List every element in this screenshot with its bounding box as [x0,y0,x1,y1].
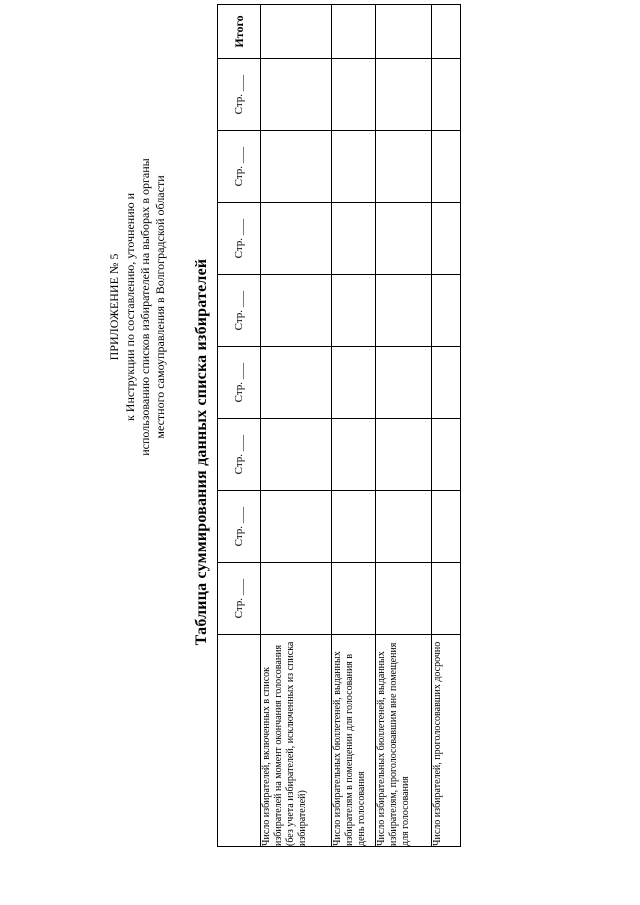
table-cell [332,563,376,635]
table-cell [432,59,461,131]
row-label: Число избирателей, включенных в список избирателей на момент окончания голосования (без учета избирателей, исключенных из списка избирателей) [261,635,332,847]
appendix-line: к Инструкции по составлению, уточнению и [123,192,137,422]
table-cell [332,491,376,563]
header-cell-page: Стр. ___ [218,347,261,419]
table-cell [432,491,461,563]
header-cell-page: Стр. ___ [218,275,261,347]
table-cell [261,59,332,131]
table-cell [376,131,432,203]
table-row [376,5,432,847]
header-cell-empty [218,635,261,847]
table-cell [432,347,461,419]
table-cell [261,563,332,635]
header-cell-page: Стр. ___ [218,491,261,563]
table-cell [261,203,332,275]
table-row [432,5,461,847]
header-cell-page: Стр. ___ [218,419,261,491]
header-cell-page: Стр. ___ [218,131,261,203]
table-cell [332,203,376,275]
table-cell [332,131,376,203]
table-title: Таблица суммирования данных списка избирателей [193,258,210,646]
summation-table [217,4,461,847]
table-cell [376,347,432,419]
table-cell [261,419,332,491]
appendix-line: использованию списков избирателей на выборах в органы [138,158,152,456]
table-cell [432,419,461,491]
table-cell [376,563,432,635]
table-cell [332,59,376,131]
table-cell [332,275,376,347]
table-cell [432,203,461,275]
appendix-number: ПРИЛОЖЕНИЕ № 5 [107,253,121,361]
appendix-header [107,57,168,557]
table-row [332,5,376,847]
table-cell [432,5,461,59]
header-cell-page: Стр. ___ [218,563,261,635]
table-header-row [218,5,261,847]
table-cell [376,491,432,563]
table-cell [432,563,461,635]
table-cell [332,419,376,491]
header-cell-page: Стр. ___ [218,59,261,131]
row-label: Число избирателей, проголосовавших досрочно [432,635,461,847]
table-cell [376,203,432,275]
table-cell [332,5,376,59]
table-cell [261,275,332,347]
header-cell-total: Итого [218,5,261,59]
header-cell-page: Стр. ___ [218,203,261,275]
table-cell [376,5,432,59]
table-cell [261,347,332,419]
table-cell [261,491,332,563]
row-label: Число избирательных бюллетеней, выданных избирателям, проголосовавшим вне помещения для голосования [376,635,432,847]
row-label: Число избирательных бюллетеней, выданных избирателям в помещении для голосования в день голосования [332,635,376,847]
rotated-landscape-content [105,15,535,847]
appendix-line: местного самоуправления в Волгоградской области [153,175,167,439]
table-cell [376,59,432,131]
table-row [261,5,332,847]
table-cell [261,131,332,203]
table-cell [432,275,461,347]
table-cell [432,131,461,203]
table-cell [376,419,432,491]
table-cell [332,347,376,419]
table-cell [261,5,332,59]
table-cell [376,275,432,347]
